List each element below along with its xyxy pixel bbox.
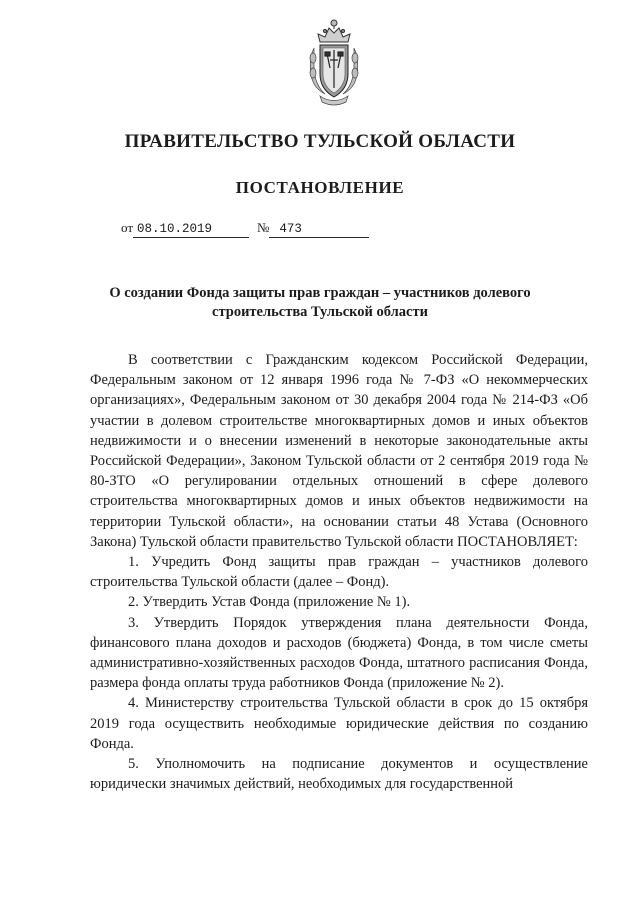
body-paragraph-item-5: 5. Уполномочить на подписание документов и осуществление юридически значимых действий, необходимых для государственной [90, 756, 588, 793]
tula-coat-of-arms-emblem [308, 18, 360, 106]
document-date-value: 08.10.2019 [133, 221, 249, 238]
document-date-line [121, 220, 249, 238]
document-number-value: 473 [269, 221, 369, 238]
body-paragraph-item-3: 3. Утвердить Порядок утверждения плана деятельности Фонда, финансового плана доходов и расходов (бюджета) Фонда, в том числе сметы административно-хозяйственных расходов Фонда, штатного расписания Фонда, размера фонда оплаты труда работников Фонда (приложение № 2). [90, 614, 588, 692]
body-paragraph-item-2: 2. Утвердить Устав Фонда (приложение № 1). [128, 594, 411, 611]
document-type-heading: ПОСТАНОВЛЕНИЕ [235, 178, 405, 197]
document-subject: О создании Фонда защиты прав граждан – участников долевого строительства Тульской области [109, 285, 531, 320]
body-paragraph-item-4: 4. Министерству строительства Тульской области в срок до 15 октября 2019 года осуществить необходимые юридические действия по созданию Фонда. [90, 695, 588, 752]
body-paragraph-item-1: 1. Учредить Фонд защиты прав граждан – участников долевого строительства Тульской области (далее – Фонд). [90, 554, 588, 591]
body-paragraph-preamble: В соответствии с Гражданским кодексом Российской Федерации, Федеральным законом от 12 января 1996 года № 7-ФЗ «О некоммерческих организациях», Федеральным законом от 30 декабря 2004 года № 214-ФЗ «Об участии в долевом строительстве многоквартирных домов и иных объектов недвижимости и о внесении изменений в некоторые законодательные акты Российской Федерации», Законом Тульской области от 2 сентября 2019 года № 80-ЗТО «О регулировании отдельных отношений в сфере долевого строительства многоквартирных домов и иных объектов недвижимости на территории Тульской области», на основании статьи 48 Устава (Основного Закона) Тульской области правительство Тульской области ПОСТАНОВЛЯЕТ: [90, 352, 588, 550]
document-number-line [257, 220, 369, 238]
number-label: № [257, 220, 270, 235]
document-body [90, 350, 588, 794]
organization-title: ПРАВИТЕЛЬСТВО ТУЛЬСКОЙ ОБЛАСТИ [124, 131, 516, 152]
date-label: от [121, 220, 134, 235]
